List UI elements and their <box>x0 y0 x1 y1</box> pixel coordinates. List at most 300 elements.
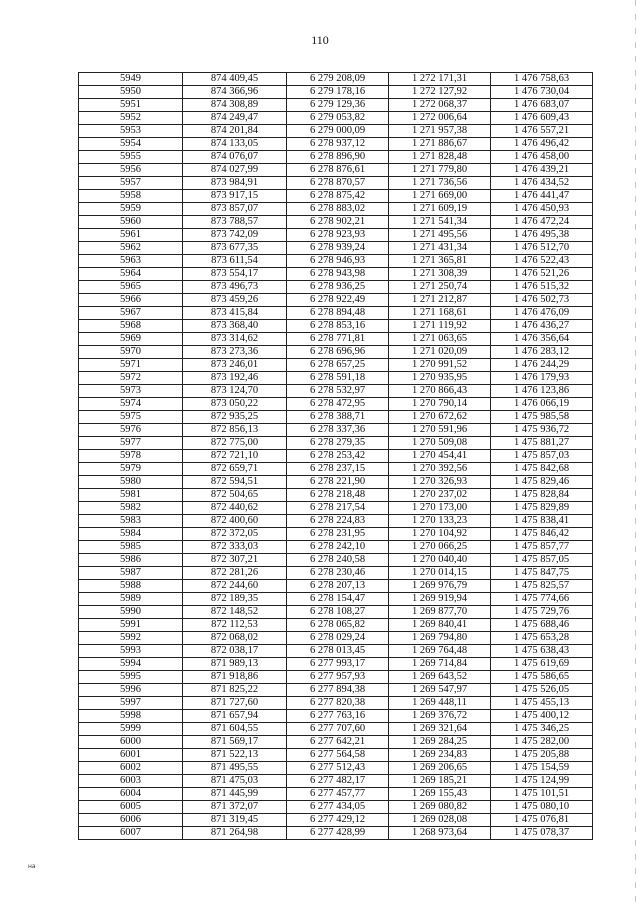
x-coordinate-cell: 873 611,54 <box>183 255 287 268</box>
point-number-cell: 5978 <box>79 450 183 463</box>
y-coordinate-cell: 6 278 242,10 <box>287 541 389 554</box>
y-coordinate-cell: 6 278 922,49 <box>287 294 389 307</box>
x2-coordinate-cell: 1 270 935,95 <box>389 372 491 385</box>
y2-coordinate-cell: 1 476 439,21 <box>491 164 593 177</box>
x2-coordinate-cell: 1 269 877,70 <box>389 606 491 619</box>
x2-coordinate-cell: 1 271 828,48 <box>389 151 491 164</box>
point-number-cell: 5987 <box>79 567 183 580</box>
y2-coordinate-cell: 1 476 436,27 <box>491 320 593 333</box>
x2-coordinate-cell: 1 270 454,41 <box>389 450 491 463</box>
x2-coordinate-cell: 1 269 840,41 <box>389 619 491 632</box>
y-coordinate-cell: 6 278 657,25 <box>287 359 389 372</box>
y2-coordinate-cell: 1 476 441,47 <box>491 190 593 203</box>
table-row <box>79 203 593 216</box>
x2-coordinate-cell: 1 271 736,56 <box>389 177 491 190</box>
y-coordinate-cell: 6 278 894,48 <box>287 307 389 320</box>
x2-coordinate-cell: 1 269 794,80 <box>389 632 491 645</box>
y2-coordinate-cell: 1 475 829,46 <box>491 476 593 489</box>
point-number-cell: 5975 <box>79 411 183 424</box>
point-number-cell: 5981 <box>79 489 183 502</box>
point-number-cell: 5980 <box>79 476 183 489</box>
point-number-cell: 5955 <box>79 151 183 164</box>
point-number-cell: 5993 <box>79 645 183 658</box>
table-row <box>79 112 593 125</box>
y-coordinate-cell: 6 278 237,15 <box>287 463 389 476</box>
x-coordinate-cell: 873 742,09 <box>183 229 287 242</box>
point-number-cell: 5957 <box>79 177 183 190</box>
table-row <box>79 164 593 177</box>
table-row <box>79 567 593 580</box>
x2-coordinate-cell: 1 269 028,08 <box>389 814 491 827</box>
x-coordinate-cell: 872 400,60 <box>183 515 287 528</box>
y2-coordinate-cell: 1 475 080,10 <box>491 801 593 814</box>
y-coordinate-cell: 6 277 707,60 <box>287 723 389 736</box>
y-coordinate-cell: 6 278 224,83 <box>287 515 389 528</box>
y-coordinate-cell: 6 277 763,16 <box>287 710 389 723</box>
y2-coordinate-cell: 1 476 515,32 <box>491 281 593 294</box>
x-coordinate-cell: 873 246,01 <box>183 359 287 372</box>
point-number-cell: 5984 <box>79 528 183 541</box>
x-coordinate-cell: 871 918,86 <box>183 671 287 684</box>
x-coordinate-cell: 871 319,45 <box>183 814 287 827</box>
x-coordinate-cell: 871 727,60 <box>183 697 287 710</box>
x-coordinate-cell: 871 569,17 <box>183 736 287 749</box>
point-number-cell: 5956 <box>79 164 183 177</box>
x-coordinate-cell: 871 372,07 <box>183 801 287 814</box>
table-row <box>79 788 593 801</box>
y2-coordinate-cell: 1 476 512,70 <box>491 242 593 255</box>
x2-coordinate-cell: 1 271 365,81 <box>389 255 491 268</box>
table-row <box>79 372 593 385</box>
table-row <box>79 489 593 502</box>
x-coordinate-cell: 872 244,60 <box>183 580 287 593</box>
y-coordinate-cell: 6 279 208,09 <box>287 73 389 86</box>
table-row <box>79 151 593 164</box>
y2-coordinate-cell: 1 475 688,46 <box>491 619 593 632</box>
table-row <box>79 775 593 788</box>
coordinates-table-body <box>79 73 593 840</box>
point-number-cell: 6006 <box>79 814 183 827</box>
y-coordinate-cell: 6 277 434,05 <box>287 801 389 814</box>
x-coordinate-cell: 871 264,98 <box>183 827 287 840</box>
x2-coordinate-cell: 1 271 779,80 <box>389 164 491 177</box>
x2-coordinate-cell: 1 270 040,40 <box>389 554 491 567</box>
y-coordinate-cell: 6 278 207,13 <box>287 580 389 593</box>
table-row <box>79 385 593 398</box>
point-number-cell: 5999 <box>79 723 183 736</box>
point-number-cell: 5990 <box>79 606 183 619</box>
y2-coordinate-cell: 1 475 985,58 <box>491 411 593 424</box>
point-number-cell: 5976 <box>79 424 183 437</box>
y2-coordinate-cell: 1 475 154,59 <box>491 762 593 775</box>
table-row <box>79 242 593 255</box>
x2-coordinate-cell: 1 269 643,52 <box>389 671 491 684</box>
y2-coordinate-cell: 1 475 076,81 <box>491 814 593 827</box>
point-number-cell: 5969 <box>79 333 183 346</box>
x-coordinate-cell: 872 775,00 <box>183 437 287 450</box>
x2-coordinate-cell: 1 269 284,25 <box>389 736 491 749</box>
table-row <box>79 255 593 268</box>
x2-coordinate-cell: 1 270 104,92 <box>389 528 491 541</box>
y2-coordinate-cell: 1 476 609,43 <box>491 112 593 125</box>
y-coordinate-cell: 6 277 512,43 <box>287 762 389 775</box>
y2-coordinate-cell: 1 476 283,12 <box>491 346 593 359</box>
x2-coordinate-cell: 1 272 068,37 <box>389 99 491 112</box>
y-coordinate-cell: 6 278 217,54 <box>287 502 389 515</box>
x-coordinate-cell: 872 189,35 <box>183 593 287 606</box>
y2-coordinate-cell: 1 475 857,03 <box>491 450 593 463</box>
x2-coordinate-cell: 1 271 886,67 <box>389 138 491 151</box>
y2-coordinate-cell: 1 475 653,28 <box>491 632 593 645</box>
x-coordinate-cell: 873 368,40 <box>183 320 287 333</box>
x2-coordinate-cell: 1 269 234,83 <box>389 749 491 762</box>
table-row <box>79 125 593 138</box>
x-coordinate-cell: 873 554,17 <box>183 268 287 281</box>
table-row <box>79 749 593 762</box>
point-number-cell: 5971 <box>79 359 183 372</box>
point-number-cell: 5964 <box>79 268 183 281</box>
y-coordinate-cell: 6 278 771,81 <box>287 333 389 346</box>
page-number: 110 <box>311 33 329 47</box>
x2-coordinate-cell: 1 270 672,62 <box>389 411 491 424</box>
x2-coordinate-cell: 1 270 133,23 <box>389 515 491 528</box>
y-coordinate-cell: 6 278 218,48 <box>287 489 389 502</box>
table-row <box>79 86 593 99</box>
x2-coordinate-cell: 1 269 185,21 <box>389 775 491 788</box>
table-row <box>79 190 593 203</box>
point-number-cell: 5997 <box>79 697 183 710</box>
y-coordinate-cell: 6 278 923,93 <box>287 229 389 242</box>
x-coordinate-cell: 871 522,13 <box>183 749 287 762</box>
y2-coordinate-cell: 1 475 282,00 <box>491 736 593 749</box>
x-coordinate-cell: 871 657,94 <box>183 710 287 723</box>
y2-coordinate-cell: 1 475 526,05 <box>491 684 593 697</box>
table-row <box>79 710 593 723</box>
table-row <box>79 359 593 372</box>
x2-coordinate-cell: 1 269 155,43 <box>389 788 491 801</box>
point-number-cell: 5985 <box>79 541 183 554</box>
table-row <box>79 515 593 528</box>
y-coordinate-cell: 6 277 564,58 <box>287 749 389 762</box>
y-coordinate-cell: 6 278 013,45 <box>287 645 389 658</box>
y-coordinate-cell: 6 277 428,99 <box>287 827 389 840</box>
x2-coordinate-cell: 1 270 066,25 <box>389 541 491 554</box>
y-coordinate-cell: 6 278 696,96 <box>287 346 389 359</box>
point-number-cell: 5991 <box>79 619 183 632</box>
x2-coordinate-cell: 1 271 063,65 <box>389 333 491 346</box>
y2-coordinate-cell: 1 475 729,76 <box>491 606 593 619</box>
table-row <box>79 294 593 307</box>
table-row <box>79 268 593 281</box>
point-number-cell: 5961 <box>79 229 183 242</box>
x2-coordinate-cell: 1 269 764,48 <box>389 645 491 658</box>
y2-coordinate-cell: 1 475 455,13 <box>491 697 593 710</box>
table-row <box>79 216 593 229</box>
y2-coordinate-cell: 1 476 730,04 <box>491 86 593 99</box>
y2-coordinate-cell: 1 475 205,88 <box>491 749 593 762</box>
y-coordinate-cell: 6 278 221,90 <box>287 476 389 489</box>
x-coordinate-cell: 873 677,35 <box>183 242 287 255</box>
y-coordinate-cell: 6 277 894,38 <box>287 684 389 697</box>
table-row <box>79 684 593 697</box>
x2-coordinate-cell: 1 271 669,00 <box>389 190 491 203</box>
y-coordinate-cell: 6 278 896,90 <box>287 151 389 164</box>
x-coordinate-cell: 874 201,84 <box>183 125 287 138</box>
x-coordinate-cell: 873 192,46 <box>183 372 287 385</box>
table-row <box>79 619 593 632</box>
x-coordinate-cell: 872 372,05 <box>183 528 287 541</box>
y2-coordinate-cell: 1 475 857,05 <box>491 554 593 567</box>
x-coordinate-cell: 874 133,05 <box>183 138 287 151</box>
point-number-cell: 5986 <box>79 554 183 567</box>
y2-coordinate-cell: 1 475 847,75 <box>491 567 593 580</box>
y-coordinate-cell: 6 278 870,57 <box>287 177 389 190</box>
x-coordinate-cell: 874 249,47 <box>183 112 287 125</box>
x2-coordinate-cell: 1 269 206,65 <box>389 762 491 775</box>
point-number-cell: 6003 <box>79 775 183 788</box>
y-coordinate-cell: 6 277 457,77 <box>287 788 389 801</box>
point-number-cell: 5977 <box>79 437 183 450</box>
table-row <box>79 814 593 827</box>
point-number-cell: 5982 <box>79 502 183 515</box>
point-number-cell: 5968 <box>79 320 183 333</box>
x-coordinate-cell: 872 148,52 <box>183 606 287 619</box>
x-coordinate-cell: 873 857,07 <box>183 203 287 216</box>
x-coordinate-cell: 873 415,84 <box>183 307 287 320</box>
y2-coordinate-cell: 1 476 356,64 <box>491 333 593 346</box>
table-row <box>79 671 593 684</box>
x-coordinate-cell: 871 445,99 <box>183 788 287 801</box>
x2-coordinate-cell: 1 271 609,19 <box>389 203 491 216</box>
y2-coordinate-cell: 1 475 078,37 <box>491 827 593 840</box>
x-coordinate-cell: 871 989,13 <box>183 658 287 671</box>
y-coordinate-cell: 6 277 820,38 <box>287 697 389 710</box>
point-number-cell: 5949 <box>79 73 183 86</box>
y2-coordinate-cell: 1 475 881,27 <box>491 437 593 450</box>
x2-coordinate-cell: 1 268 973,64 <box>389 827 491 840</box>
x-coordinate-cell: 872 504,65 <box>183 489 287 502</box>
y-coordinate-cell: 6 277 482,17 <box>287 775 389 788</box>
point-number-cell: 6001 <box>79 749 183 762</box>
y2-coordinate-cell: 1 476 476,09 <box>491 307 593 320</box>
point-number-cell: 5996 <box>79 684 183 697</box>
y-coordinate-cell: 6 278 591,18 <box>287 372 389 385</box>
x-coordinate-cell: 872 659,71 <box>183 463 287 476</box>
point-number-cell: 5972 <box>79 372 183 385</box>
point-number-cell: 5960 <box>79 216 183 229</box>
table-row <box>79 658 593 671</box>
y-coordinate-cell: 6 278 943,98 <box>287 268 389 281</box>
x2-coordinate-cell: 1 270 014,15 <box>389 567 491 580</box>
y2-coordinate-cell: 1 476 502,73 <box>491 294 593 307</box>
x2-coordinate-cell: 1 271 212,87 <box>389 294 491 307</box>
table-row <box>79 320 593 333</box>
table-row <box>79 762 593 775</box>
table-row <box>79 554 593 567</box>
x-coordinate-cell: 874 366,96 <box>183 86 287 99</box>
y-coordinate-cell: 6 278 154,47 <box>287 593 389 606</box>
footer-mark: на <box>28 863 36 870</box>
y2-coordinate-cell: 1 476 683,07 <box>491 99 593 112</box>
x2-coordinate-cell: 1 270 392,56 <box>389 463 491 476</box>
x-coordinate-cell: 874 076,07 <box>183 151 287 164</box>
x2-coordinate-cell: 1 271 431,34 <box>389 242 491 255</box>
y2-coordinate-cell: 1 475 346,25 <box>491 723 593 736</box>
point-number-cell: 5989 <box>79 593 183 606</box>
y2-coordinate-cell: 1 476 123,86 <box>491 385 593 398</box>
y2-coordinate-cell: 1 476 557,21 <box>491 125 593 138</box>
x2-coordinate-cell: 1 272 171,31 <box>389 73 491 86</box>
y-coordinate-cell: 6 279 000,09 <box>287 125 389 138</box>
x2-coordinate-cell: 1 271 308,39 <box>389 268 491 281</box>
x-coordinate-cell: 873 788,57 <box>183 216 287 229</box>
y-coordinate-cell: 6 277 642,21 <box>287 736 389 749</box>
x2-coordinate-cell: 1 270 173,00 <box>389 502 491 515</box>
y-coordinate-cell: 6 278 936,25 <box>287 281 389 294</box>
y2-coordinate-cell: 1 476 434,52 <box>491 177 593 190</box>
table-row <box>79 723 593 736</box>
x-coordinate-cell: 871 604,55 <box>183 723 287 736</box>
point-number-cell: 6007 <box>79 827 183 840</box>
y-coordinate-cell: 6 278 029,24 <box>287 632 389 645</box>
x-coordinate-cell: 872 333,03 <box>183 541 287 554</box>
y-coordinate-cell: 6 279 053,82 <box>287 112 389 125</box>
table-row <box>79 801 593 814</box>
point-number-cell: 6002 <box>79 762 183 775</box>
x-coordinate-cell: 872 068,02 <box>183 632 287 645</box>
y-coordinate-cell: 6 278 937,12 <box>287 138 389 151</box>
point-number-cell: 6005 <box>79 801 183 814</box>
table-row <box>79 580 593 593</box>
table-row <box>79 73 593 86</box>
y2-coordinate-cell: 1 475 101,51 <box>491 788 593 801</box>
x2-coordinate-cell: 1 271 250,74 <box>389 281 491 294</box>
y-coordinate-cell: 6 278 876,61 <box>287 164 389 177</box>
x-coordinate-cell: 872 307,21 <box>183 554 287 567</box>
point-number-cell: 5994 <box>79 658 183 671</box>
y-coordinate-cell: 6 278 902,21 <box>287 216 389 229</box>
x-coordinate-cell: 873 273,36 <box>183 346 287 359</box>
x2-coordinate-cell: 1 269 376,72 <box>389 710 491 723</box>
table-row <box>79 593 593 606</box>
x2-coordinate-cell: 1 271 119,92 <box>389 320 491 333</box>
point-number-cell: 6000 <box>79 736 183 749</box>
y2-coordinate-cell: 1 475 774,66 <box>491 593 593 606</box>
point-number-cell: 5958 <box>79 190 183 203</box>
x-coordinate-cell: 872 112,53 <box>183 619 287 632</box>
x2-coordinate-cell: 1 269 714,84 <box>389 658 491 671</box>
x-coordinate-cell: 872 721,10 <box>183 450 287 463</box>
point-number-cell: 5998 <box>79 710 183 723</box>
y-coordinate-cell: 6 278 240,58 <box>287 554 389 567</box>
x-coordinate-cell: 872 038,17 <box>183 645 287 658</box>
point-number-cell: 5970 <box>79 346 183 359</box>
y-coordinate-cell: 6 277 429,12 <box>287 814 389 827</box>
y2-coordinate-cell: 1 475 619,69 <box>491 658 593 671</box>
x-coordinate-cell: 872 935,25 <box>183 411 287 424</box>
x2-coordinate-cell: 1 272 127,92 <box>389 86 491 99</box>
table-row <box>79 463 593 476</box>
x2-coordinate-cell: 1 271 541,34 <box>389 216 491 229</box>
point-number-cell: 5988 <box>79 580 183 593</box>
y2-coordinate-cell: 1 476 472,24 <box>491 216 593 229</box>
table-row <box>79 645 593 658</box>
table-row <box>79 333 593 346</box>
y2-coordinate-cell: 1 475 586,65 <box>491 671 593 684</box>
x-coordinate-cell: 871 495,55 <box>183 762 287 775</box>
table-row <box>79 632 593 645</box>
x2-coordinate-cell: 1 270 591,96 <box>389 424 491 437</box>
x-coordinate-cell: 874 409,45 <box>183 73 287 86</box>
y2-coordinate-cell: 1 475 124,99 <box>491 775 593 788</box>
x-coordinate-cell: 873 314,62 <box>183 333 287 346</box>
y2-coordinate-cell: 1 475 828,84 <box>491 489 593 502</box>
x-coordinate-cell: 873 459,26 <box>183 294 287 307</box>
y-coordinate-cell: 6 278 939,24 <box>287 242 389 255</box>
point-number-cell: 5983 <box>79 515 183 528</box>
table-row <box>79 99 593 112</box>
point-number-cell: 5954 <box>79 138 183 151</box>
table-row <box>79 177 593 190</box>
table-row <box>79 502 593 515</box>
x-coordinate-cell: 873 984,91 <box>183 177 287 190</box>
point-number-cell: 5950 <box>79 86 183 99</box>
table-row <box>79 346 593 359</box>
y-coordinate-cell: 6 279 129,36 <box>287 99 389 112</box>
y2-coordinate-cell: 1 476 458,00 <box>491 151 593 164</box>
x-coordinate-cell: 873 050,22 <box>183 398 287 411</box>
y2-coordinate-cell: 1 476 521,26 <box>491 268 593 281</box>
x-coordinate-cell: 871 825,22 <box>183 684 287 697</box>
x-coordinate-cell: 872 440,62 <box>183 502 287 515</box>
y-coordinate-cell: 6 278 883,02 <box>287 203 389 216</box>
y2-coordinate-cell: 1 475 842,68 <box>491 463 593 476</box>
y2-coordinate-cell: 1 475 838,41 <box>491 515 593 528</box>
y2-coordinate-cell: 1 475 857,77 <box>491 541 593 554</box>
y2-coordinate-cell: 1 476 522,43 <box>491 255 593 268</box>
x2-coordinate-cell: 1 270 509,08 <box>389 437 491 450</box>
y-coordinate-cell: 6 278 875,42 <box>287 190 389 203</box>
x2-coordinate-cell: 1 269 448,11 <box>389 697 491 710</box>
point-number-cell: 5995 <box>79 671 183 684</box>
y-coordinate-cell: 6 278 946,93 <box>287 255 389 268</box>
y2-coordinate-cell: 1 475 400,12 <box>491 710 593 723</box>
x2-coordinate-cell: 1 271 020,09 <box>389 346 491 359</box>
y2-coordinate-cell: 1 476 244,29 <box>491 359 593 372</box>
coordinates-table <box>78 72 593 840</box>
table-row <box>79 411 593 424</box>
table-row <box>79 398 593 411</box>
y-coordinate-cell: 6 278 532,97 <box>287 385 389 398</box>
table-row <box>79 229 593 242</box>
table-row <box>79 424 593 437</box>
y-coordinate-cell: 6 278 108,27 <box>287 606 389 619</box>
x2-coordinate-cell: 1 269 080,82 <box>389 801 491 814</box>
y-coordinate-cell: 6 278 231,95 <box>287 528 389 541</box>
y2-coordinate-cell: 1 476 179,93 <box>491 372 593 385</box>
x-coordinate-cell: 874 027,99 <box>183 164 287 177</box>
point-number-cell: 5963 <box>79 255 183 268</box>
table-row <box>79 307 593 320</box>
point-number-cell: 5962 <box>79 242 183 255</box>
page-edge-line <box>635 0 636 905</box>
point-number-cell: 5959 <box>79 203 183 216</box>
x-coordinate-cell: 873 496,73 <box>183 281 287 294</box>
point-number-cell: 6004 <box>79 788 183 801</box>
y2-coordinate-cell: 1 475 638,43 <box>491 645 593 658</box>
x2-coordinate-cell: 1 272 006,64 <box>389 112 491 125</box>
y-coordinate-cell: 6 278 472,95 <box>287 398 389 411</box>
